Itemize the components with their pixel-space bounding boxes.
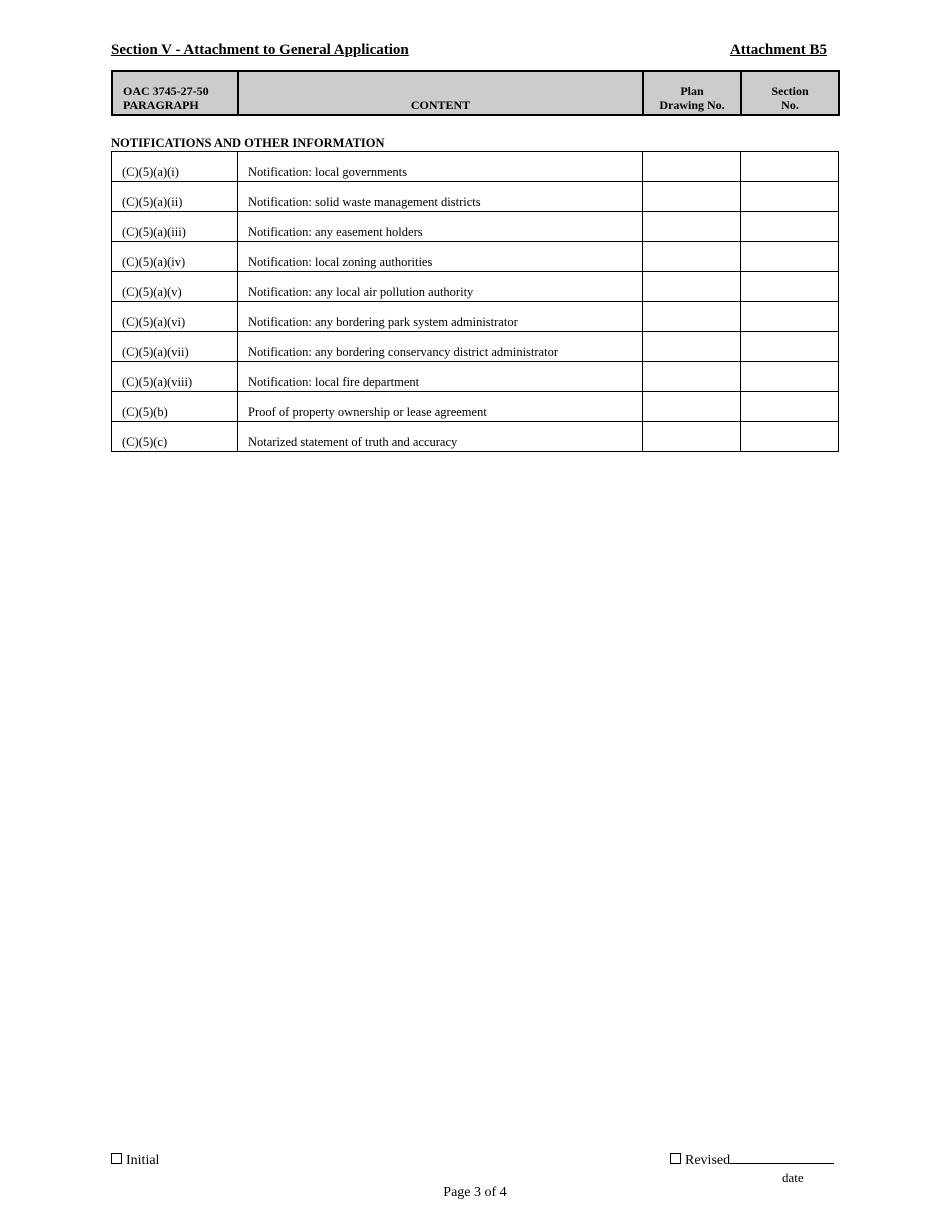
paragraph-cell: (C)(5)(a)(viii) <box>112 362 238 392</box>
content-cell: Notarized statement of truth and accuracy <box>238 422 643 452</box>
header-section-no <box>741 71 839 115</box>
content-cell: Notification: local zoning authorities <box>238 242 643 272</box>
section-no-cell[interactable] <box>741 152 839 182</box>
section-no-cell[interactable] <box>741 242 839 272</box>
attachment-label: Attachment B5 <box>729 42 827 58</box>
page-number: Page 3 of 4 <box>443 1185 507 1200</box>
revised-label: Revised <box>685 1153 731 1168</box>
paragraph-cell: (C)(5)(c) <box>112 422 238 452</box>
content-cell: Notification: local governments <box>238 152 643 182</box>
revised-option[interactable] <box>670 1153 834 1169</box>
plan-drawing-cell[interactable] <box>643 362 741 392</box>
section-no-cell[interactable] <box>741 332 839 362</box>
header-paragraph-line1: OAC 3745-27-50 <box>123 84 209 98</box>
paragraph-cell: (C)(5)(b) <box>112 392 238 422</box>
revised-checkbox[interactable] <box>670 1153 681 1164</box>
initial-option[interactable] <box>111 1153 159 1169</box>
content-cell: Proof of property ownership or lease agreement <box>238 392 643 422</box>
plan-drawing-cell[interactable] <box>643 212 741 242</box>
plan-drawing-cell[interactable] <box>643 182 741 212</box>
revised-date-line[interactable] <box>730 1162 834 1164</box>
initial-label: Initial <box>126 1153 160 1168</box>
section-no-cell[interactable] <box>741 272 839 302</box>
table-row <box>112 362 839 392</box>
header-content: CONTENT <box>238 71 643 115</box>
paragraph-cell: (C)(5)(a)(v) <box>112 272 238 302</box>
header-plan-drawing <box>643 71 741 115</box>
table-row <box>112 332 839 362</box>
paragraph-cell: (C)(5)(a)(ii) <box>112 182 238 212</box>
paragraph-cell: (C)(5)(a)(vi) <box>112 302 238 332</box>
content-cell: Notification: any easement holders <box>238 212 643 242</box>
section-no-cell[interactable] <box>741 182 839 212</box>
section-no-cell[interactable] <box>741 302 839 332</box>
plan-drawing-cell[interactable] <box>643 392 741 422</box>
notifications-section-title: NOTIFICATIONS AND OTHER INFORMATION <box>111 136 385 150</box>
header-paragraph-line2: PARAGRAPH <box>123 98 199 112</box>
content-cell: Notification: solid waste management districts <box>238 182 643 212</box>
paragraph-cell: (C)(5)(a)(i) <box>112 152 238 182</box>
notifications-table <box>111 151 839 452</box>
header-section-line2: No. <box>781 98 799 112</box>
initial-checkbox[interactable] <box>111 1153 122 1164</box>
table-row <box>112 302 839 332</box>
header-plan-line2: Drawing No. <box>659 98 725 112</box>
table-row <box>112 392 839 422</box>
header-paragraph <box>112 71 238 115</box>
table-row <box>112 242 839 272</box>
date-caption: date <box>782 1170 804 1185</box>
paragraph-cell: (C)(5)(a)(iii) <box>112 212 238 242</box>
plan-drawing-cell[interactable] <box>643 302 741 332</box>
paragraph-cell: (C)(5)(a)(vii) <box>112 332 238 362</box>
plan-drawing-cell[interactable] <box>643 242 741 272</box>
plan-drawing-cell[interactable] <box>643 422 741 452</box>
table-row <box>112 152 839 182</box>
table-row <box>112 422 839 452</box>
section-no-cell[interactable] <box>741 392 839 422</box>
plan-drawing-cell[interactable] <box>643 152 741 182</box>
header-section-line1: Section <box>771 84 809 98</box>
plan-drawing-cell[interactable] <box>643 272 741 302</box>
section-title: Section V - Attachment to General Application <box>111 42 409 58</box>
section-no-cell[interactable] <box>741 212 839 242</box>
paragraph-cell: (C)(5)(a)(iv) <box>112 242 238 272</box>
table-row <box>112 272 839 302</box>
content-cell: Notification: any bordering park system administrator <box>238 302 643 332</box>
section-no-cell[interactable] <box>741 362 839 392</box>
table-header <box>111 70 840 116</box>
section-no-cell[interactable] <box>741 422 839 452</box>
header-plan-line1: Plan <box>680 84 704 98</box>
content-cell: Notification: any local air pollution authority <box>238 272 643 302</box>
content-cell: Notification: any bordering conservancy district administrator <box>238 332 643 362</box>
content-cell: Notification: local fire department <box>238 362 643 392</box>
plan-drawing-cell[interactable] <box>643 332 741 362</box>
table-row <box>112 212 839 242</box>
table-row <box>112 182 839 212</box>
